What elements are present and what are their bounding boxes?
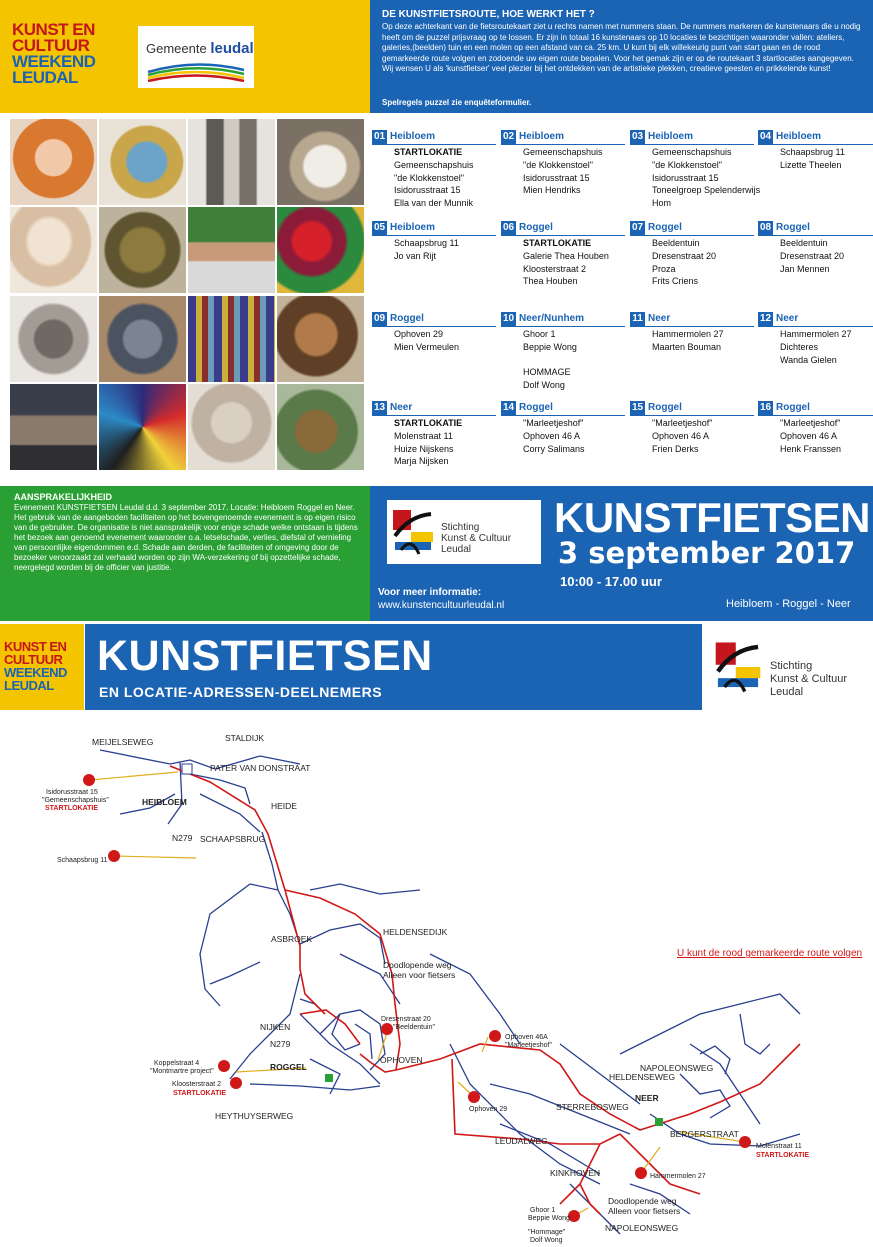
- route-note: U kunt de rood gemarkeerde route volgen: [677, 948, 863, 959]
- svg-text:Koppelstraat 4: Koppelstraat 4: [154, 1060, 200, 1067]
- artwork-photo: [277, 207, 364, 293]
- location-place: Neer: [390, 402, 413, 413]
- location-details: [501, 145, 625, 197]
- location-line: Galerie Thea Houben: [523, 250, 609, 261]
- route-map: [0, 714, 873, 1247]
- svg-text:Alleen voor fietsers: Alleen voor fietsers: [608, 1206, 681, 1216]
- svg-text:HEIBLOEM: HEIBLOEM: [142, 797, 187, 807]
- location-place: Roggel: [776, 222, 810, 233]
- stichting-brush-icon: [391, 506, 435, 558]
- howto-title: DE KUNSTFIETSROUTE, HOE WERKT HET ?: [382, 9, 595, 20]
- location-details: [630, 327, 754, 354]
- location-14: [501, 401, 625, 481]
- location-details: [372, 236, 496, 263]
- location-line: Dichteres: [780, 341, 819, 352]
- location-line: Thea Houben: [523, 276, 578, 287]
- location-line: Ella van der Munnik: [394, 198, 474, 209]
- location-header: [630, 401, 754, 416]
- svg-text:OPHOVEN: OPHOVEN: [380, 1055, 423, 1065]
- location-place: Roggel: [519, 402, 553, 413]
- artwork-photo: [10, 207, 97, 293]
- howto-panel: [370, 0, 873, 113]
- location-details: [630, 236, 754, 288]
- section-banner: [85, 624, 702, 710]
- location-place: Roggel: [776, 402, 810, 413]
- location-line: Gemeenschapshuis: [523, 147, 603, 157]
- location-number: 06: [502, 222, 515, 233]
- artwork-photo: [277, 384, 364, 470]
- location-place: Neer: [648, 313, 671, 324]
- location-05: [372, 221, 496, 301]
- svg-text:NIJKEN: NIJKEN: [260, 1022, 291, 1032]
- svg-text:STERREBOSWEG: STERREBOSWEG: [556, 1102, 629, 1112]
- location-header: [758, 221, 873, 236]
- section-subtitle: EN LOCATIE-ADRESSEN-DEELNEMERS: [99, 684, 383, 700]
- location-line: Frits Criens: [652, 276, 699, 287]
- location-number: 07: [631, 222, 644, 233]
- location-details: [372, 327, 496, 354]
- howto-body: Op deze achterkant van de fietsroutekaart ziet u rechts namen met nummers staan. De nummers markeren de kunstenaars die u nodig heeft om de puzzel prijsvraag op te lossen. Er zijn in totaal 16 kunstenaars op 10 locaties te bezichtigen waaronder vallen: ateliers, galeries,(beelden) tuin en een molen op een afstand van ca. 25 km. U kunt bij elk willekeurig punt van start gaan en de rood gemarkeerde route volgen en zodoende uw eigen route bepalen. Voor het gemak zijn er op de routekaart 3 startlocaties aangegeven. Wij wensen U als 'kunstfietser' veel plezier bij het ontdekken van de artistieke plekken, creatieve geesten en prikkelende kunst!: [382, 22, 861, 73]
- kcw-logo-small: KUNST EN CULTUUR WEEKEND LEUDAL: [0, 624, 84, 710]
- event-time: 10:00 - 17.00 uur: [560, 574, 662, 589]
- location-details: [372, 416, 496, 468]
- svg-text:Doodlopende weg: Doodlopende weg: [608, 1196, 677, 1206]
- event-photo: [10, 384, 97, 470]
- svg-text:STARTLOKATIE: STARTLOKATIE: [173, 1090, 227, 1097]
- location-line: Hammermolen 27: [652, 329, 724, 339]
- location-details: [630, 416, 754, 455]
- location-details: [758, 145, 873, 172]
- svg-text:"Beeldentuin": "Beeldentuin": [393, 1024, 435, 1031]
- location-10: [501, 312, 625, 392]
- location-details: [630, 145, 761, 210]
- event-title: KUNSTFIETSEN: [554, 494, 871, 541]
- location-header: [501, 312, 625, 327]
- stichting-text: Stichting Kunst & Cultuur Leudal: [770, 660, 848, 698]
- location-place: Heibloem: [519, 131, 565, 142]
- location-number: 05: [373, 222, 386, 233]
- location-line: Jan Mennen: [780, 263, 830, 274]
- location-line: Ophoven 46 A: [780, 430, 838, 441]
- location-line: Beeldentuin: [780, 238, 828, 248]
- location-number: 04: [759, 131, 772, 142]
- event-places: Heibloem - Roggel - Neer: [726, 598, 851, 610]
- marker-isidorus[interactable]: [83, 774, 95, 786]
- svg-text:LEUDALWEG: LEUDALWEG: [495, 1136, 548, 1146]
- location-header: [758, 401, 873, 416]
- location-09: [372, 312, 496, 392]
- location-place: Roggel: [648, 222, 682, 233]
- stichting-brush-icon: [712, 638, 764, 696]
- location-details: [372, 145, 496, 210]
- artwork-photo: [277, 296, 364, 382]
- location-place: Neer: [776, 313, 799, 324]
- svg-text:HELDENSEDIJK: HELDENSEDIJK: [383, 927, 448, 937]
- gemeente-leudal-logo: Gemeente leudal: [138, 26, 254, 88]
- location-place: Heibloem: [390, 131, 436, 142]
- location-line: Toneelgroep Spelenderwijs: [652, 185, 761, 196]
- location-header: [372, 130, 496, 145]
- location-header: [758, 312, 873, 327]
- event-date: 3 september 2017: [558, 536, 856, 570]
- location-line: Dresenstraat 20: [780, 250, 845, 261]
- location-11: [630, 312, 754, 392]
- location-line: "de Klokkenstoel": [523, 159, 593, 170]
- location-line: Lizette Theelen: [780, 159, 842, 170]
- location-line: Dresenstraat 20: [652, 250, 717, 261]
- location-number: 02: [502, 131, 515, 142]
- location-line: Marja Nijsken: [394, 456, 449, 467]
- svg-text:Dolf Wong: Dolf Wong: [530, 1237, 563, 1244]
- location-details: [758, 327, 873, 366]
- location-07: [630, 221, 754, 301]
- svg-text:BERGERSTRAAT: BERGERSTRAAT: [670, 1129, 739, 1139]
- location-number: 01: [373, 131, 386, 142]
- location-number: 09: [373, 313, 386, 324]
- location-place: Heibloem: [648, 131, 694, 142]
- svg-text:STALDIJK: STALDIJK: [225, 733, 265, 743]
- location-place: Heibloem: [390, 222, 436, 233]
- event-panel: [370, 486, 873, 621]
- location-line: Schaapsbrug 11: [780, 147, 845, 157]
- svg-text:Ghoor 1: Ghoor 1: [530, 1207, 556, 1214]
- location-line: [523, 354, 625, 367]
- location-line: Molenstraat 11: [394, 430, 453, 441]
- location-line: STARTLOKATIE: [394, 147, 463, 157]
- stichting-text: Stichting Kunst & Cultuur Leudal: [441, 522, 512, 555]
- svg-text:HEIDE: HEIDE: [271, 801, 297, 811]
- location-line: Wanda Gielen: [780, 354, 837, 365]
- svg-text:Schaapsbrug 11: Schaapsbrug 11: [57, 857, 108, 864]
- location-line: Mien Hendriks: [523, 185, 581, 196]
- artist-photo: [188, 207, 275, 293]
- section-title: KUNSTFIETSEN: [97, 632, 433, 680]
- location-15: [630, 401, 754, 481]
- location-12: [758, 312, 873, 392]
- location-place: Roggel: [519, 222, 553, 233]
- svg-text:"Marleetjeshof": "Marleetjeshof": [505, 1042, 552, 1049]
- kcw-logo-panel: [0, 0, 370, 113]
- svg-text:Doodlopende weg: Doodlopende weg: [383, 960, 452, 970]
- location-header: [372, 221, 496, 236]
- location-number: 14: [502, 402, 515, 413]
- svg-text:NAPOLEONSWEG: NAPOLEONSWEG: [605, 1223, 679, 1233]
- svg-text:Ophoven 29: Ophoven 29: [469, 1106, 508, 1113]
- stichting-logo: [387, 500, 541, 564]
- marker-molenstraat[interactable]: [739, 1136, 751, 1148]
- svg-text:Alleen voor fietsers: Alleen voor fietsers: [383, 970, 456, 980]
- svg-text:NAPOLEONSWEG: NAPOLEONSWEG: [640, 1063, 714, 1073]
- artwork-photo: [188, 296, 275, 382]
- svg-text:N279: N279: [172, 833, 193, 843]
- artwork-photo: [188, 119, 275, 205]
- svg-text:HELDENSEWEG: HELDENSEWEG: [609, 1072, 676, 1082]
- church-icon: [655, 1118, 663, 1126]
- location-place: Heibloem: [776, 131, 822, 142]
- liability-title: AANSPRAKELIJKHEID: [14, 492, 113, 502]
- marker-koppelstraat[interactable]: [218, 1060, 230, 1072]
- location-header: [372, 312, 496, 327]
- location-line: "de Klokkenstoel": [652, 159, 722, 170]
- location-details: [501, 236, 625, 288]
- svg-text:ASBROEK: ASBROEK: [271, 934, 313, 944]
- location-02: [501, 130, 625, 210]
- location-place: Roggel: [390, 313, 424, 324]
- location-line: Ophoven 46 A: [523, 430, 581, 441]
- svg-text:ROGGEL: ROGGEL: [270, 1062, 307, 1072]
- location-line: Gemeenschapshuis: [394, 159, 474, 170]
- location-line: Isidorusstraat 15: [652, 172, 719, 183]
- location-line: Kloosterstraat 2: [523, 263, 587, 274]
- location-header: [630, 221, 754, 236]
- liability-panel: [0, 486, 370, 621]
- marker-kloosterstraat[interactable]: [230, 1077, 242, 1089]
- location-number: 03: [631, 131, 644, 142]
- location-number: 15: [631, 402, 644, 413]
- artwork-photo: [99, 384, 186, 470]
- location-line: Schaapsbrug 11: [394, 238, 459, 248]
- location-line: Huize Nijskens: [394, 443, 454, 454]
- svg-text:HEYTHUYSERWEG: HEYTHUYSERWEG: [215, 1111, 294, 1121]
- location-header: [630, 312, 754, 327]
- svg-text:STARTLOKATIE: STARTLOKATIE: [756, 1152, 810, 1159]
- location-06: [501, 221, 625, 301]
- gemeente-wave-icon: [146, 60, 246, 82]
- location-line: Gemeenschapshuis: [652, 147, 732, 157]
- location-line: Henk Franssen: [780, 443, 842, 454]
- church-icon: [325, 1074, 333, 1082]
- location-line: Hammermolen 27: [780, 329, 852, 339]
- location-line: Beeldentuin: [652, 238, 700, 248]
- location-place: Neer/Nunhem: [519, 313, 585, 324]
- location-number: 08: [759, 222, 772, 233]
- stichting-logo-2: [708, 630, 868, 702]
- location-details: [501, 327, 625, 392]
- artwork-photo: [188, 384, 275, 470]
- church-icons: [182, 764, 663, 1126]
- location-line: Maarten Bouman: [652, 341, 722, 352]
- location-line: STARTLOKATIE: [394, 418, 463, 428]
- svg-text:Molenstraat 11: Molenstraat 11: [756, 1143, 802, 1150]
- location-header: [372, 401, 496, 416]
- location-number: 13: [373, 402, 386, 413]
- location-line: "Marleetjeshof": [652, 418, 713, 428]
- location-number: 10: [502, 313, 515, 324]
- svg-text:"Montmartre project": "Montmartre project": [150, 1068, 214, 1075]
- location-03: [630, 130, 761, 210]
- location-08: [758, 221, 873, 301]
- location-details: [501, 416, 625, 455]
- location-details: [758, 236, 873, 275]
- location-line: Hom: [652, 198, 672, 209]
- church-icon: [182, 764, 192, 774]
- location-header: [501, 221, 625, 236]
- info-label: Voor meer informatie:: [378, 587, 482, 598]
- location-line: Corry Salimans: [523, 443, 585, 454]
- marker-ophoven46a[interactable]: [489, 1030, 501, 1042]
- location-line: HOMMAGE: [523, 367, 571, 378]
- location-line: Ophoven 29: [394, 329, 444, 339]
- location-16: [758, 401, 873, 481]
- svg-text:Hammermolen 27: Hammermolen 27: [650, 1173, 706, 1180]
- location-line: Jo van Rijt: [394, 250, 437, 261]
- kcw-logo: KUNST EN CULTUUR WEEKEND LEUDAL: [12, 20, 96, 87]
- location-number: 11: [630, 312, 645, 326]
- road-network: [100, 750, 800, 1234]
- location-line: Mien Vermeulen: [394, 341, 460, 352]
- road-labels: [92, 733, 739, 1233]
- location-header: [758, 130, 873, 145]
- svg-text:Ophoven 46A: Ophoven 46A: [505, 1034, 548, 1041]
- marker-schaapsbrug[interactable]: [108, 850, 120, 862]
- location-line: Beppie Wong: [523, 341, 577, 352]
- location-line: Ophoven 46 A: [652, 430, 710, 441]
- svg-text:Dresenstraat 20: Dresenstraat 20: [381, 1016, 431, 1023]
- location-line: "Marleetjeshof": [523, 418, 584, 428]
- howto-rules: Spelregels puzzel zie enquêteformulier.: [382, 98, 532, 107]
- artwork-photo: [99, 296, 186, 382]
- svg-text:"Gemeenschapshuis": "Gemeenschapshuis": [42, 797, 109, 804]
- location-01: [372, 130, 496, 210]
- artwork-photo: [99, 119, 186, 205]
- location-header: [630, 130, 754, 145]
- location-line: Ghoor 1: [523, 329, 556, 339]
- svg-text:SCHAAPSBRUG: SCHAAPSBRUG: [200, 834, 266, 844]
- svg-text:STARTLOKATIE: STARTLOKATIE: [45, 805, 99, 812]
- marker-dresenstraat[interactable]: [381, 1023, 393, 1035]
- svg-text:N279: N279: [270, 1039, 291, 1049]
- svg-text:Isidorusstraat 15: Isidorusstraat 15: [46, 789, 98, 796]
- svg-text:MEIJELSEWEG: MEIJELSEWEG: [92, 737, 154, 747]
- artwork-photo: [99, 207, 186, 293]
- location-line: "Marleetjeshof": [780, 418, 841, 428]
- marker-hammermolen[interactable]: [635, 1167, 647, 1179]
- location-header: [501, 401, 625, 416]
- location-place: Roggel: [648, 402, 682, 413]
- location-13: [372, 401, 496, 481]
- location-line: Frien Derks: [652, 443, 699, 454]
- location-number: 12: [759, 313, 772, 324]
- liability-body: Evenement KUNSTFIETSEN Leudal d.d. 3 september 2017. Locatie: Heibloem Roggel en Neer. Het gebruik van de aangeboden faciliteiten op het bovengenoemde evenement is op eigen risico van de gebruiker. De organisatie is niet aansprakelijk voor enige schade welke ontstaan is tijdens het bezoek aan genoemd evenement waaronder o.a. letselschade, verlies, diefstal of vernieling van persoonlijke eigendommen e.d. Schade aan derden, de faciliteiten of omgeving door de bezoeker veroorzaakt zal verhaald worden op zijn WA-verzekering of bij opzettelijke schade, neergelegd worden bij de officier van justitie.: [14, 503, 358, 572]
- artwork-photo: [10, 296, 97, 382]
- location-line: "de Klokkenstoel": [394, 172, 464, 183]
- svg-text:KINKHOVEN: KINKHOVEN: [550, 1168, 601, 1178]
- location-line: Isidorusstraat 15: [394, 185, 461, 196]
- marker-ophoven29[interactable]: [468, 1091, 480, 1103]
- location-number: 16: [759, 402, 772, 413]
- svg-text:"Hommage": "Hommage": [528, 1229, 566, 1236]
- location-header: [501, 130, 625, 145]
- svg-text:Kloosterstraat 2: Kloosterstraat 2: [172, 1081, 222, 1088]
- location-line: Proza: [652, 263, 676, 274]
- artist-photo: [10, 119, 97, 205]
- svg-text:Beppie Wong: Beppie Wong: [528, 1215, 570, 1222]
- location-details: [758, 416, 873, 455]
- svg-text:PATER VAN DONSTRAAT: PATER VAN DONSTRAAT: [210, 763, 311, 773]
- location-04: [758, 130, 873, 210]
- svg-text:NEER: NEER: [635, 1093, 659, 1103]
- artwork-photo: [277, 119, 364, 205]
- location-line: STARTLOKATIE: [523, 238, 592, 248]
- location-line: Dolf Wong: [523, 380, 565, 391]
- website-link[interactable]: www.kunstencultuurleudal.nl: [378, 600, 505, 611]
- location-line: Isidorusstraat 15: [523, 172, 590, 183]
